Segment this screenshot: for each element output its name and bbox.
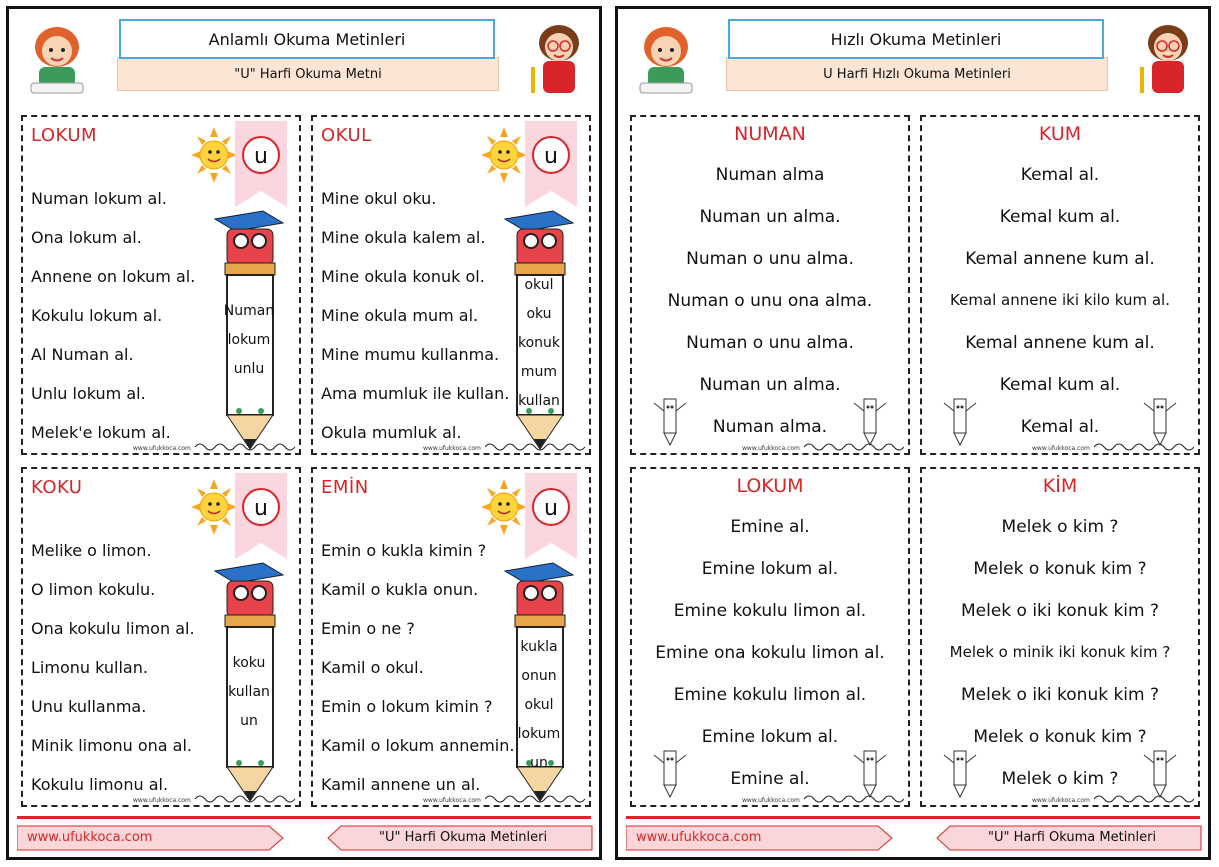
reading-line: Unlu lokum al.	[31, 384, 146, 403]
reading-girl-illustration	[626, 17, 704, 101]
reading-line: Kemal kum al.	[999, 207, 1121, 227]
reading-line: Numan o unu ona alma.	[667, 291, 873, 311]
pencil-girl-illustration	[1128, 17, 1206, 101]
sun-icon	[191, 127, 237, 183]
speed-card-lokum	[630, 467, 910, 807]
reading-card-lokum	[21, 115, 301, 455]
pencil-word: lokum	[227, 332, 271, 348]
reading-line: Mine mumu kullanma.	[321, 345, 500, 364]
reading-line: Melek o konuk kim ?	[973, 727, 1147, 747]
pencil-doodle-icon	[942, 747, 978, 799]
reading-line: Melek o konuk kim ?	[973, 559, 1147, 579]
pencil-word: kullan	[518, 393, 560, 409]
reading-line: Kemal al.	[1020, 165, 1100, 185]
reading-card-emin	[311, 467, 591, 807]
footer-label: "U" Harfi Okuma Metinleri	[988, 830, 1157, 845]
banner-letter: u	[544, 496, 558, 521]
reading-line: Kamil o kukla onun.	[321, 580, 479, 599]
reading-lines	[321, 541, 521, 807]
reading-line: Mine okula kalem al.	[321, 228, 486, 247]
speed-card-kum	[920, 115, 1200, 455]
reading-line: Numan alma.	[712, 417, 828, 437]
reading-line: Melek o kim ?	[1001, 517, 1119, 537]
pencil-word: okul	[524, 277, 554, 293]
reading-line: Numan o unu alma.	[686, 249, 854, 269]
card-footer-url: www.ufukkoca.com	[742, 797, 800, 804]
worksheet-page-right	[615, 6, 1211, 860]
reading-line: Numan alma	[715, 165, 825, 185]
reading-line: Al Numan al.	[31, 345, 134, 364]
wave-decoration	[195, 791, 295, 803]
reading-line: Ama mumluk ile kullan.	[321, 384, 510, 403]
pencil-word-list	[511, 277, 567, 422]
reading-line: Numan un alma.	[699, 375, 841, 395]
pencil-word: mum	[520, 364, 558, 380]
footer-label: "U" Harfi Okuma Metinleri	[379, 830, 548, 845]
footer-label-banner	[327, 825, 593, 851]
reading-line: Emine kokulu limon al.	[673, 601, 867, 621]
letter-banner	[525, 473, 577, 559]
pencil-word: kukla	[520, 639, 558, 655]
footer-divider	[626, 816, 1200, 819]
page-title: Hızlı Okuma Metinleri	[728, 19, 1104, 59]
reading-line: Mine okul oku.	[321, 189, 437, 208]
pencil-word: Numan	[223, 303, 275, 319]
footer-divider	[17, 816, 591, 819]
reading-line: Kemal annene kum al.	[965, 333, 1155, 353]
card-title: LOKUM	[31, 125, 98, 146]
banner-letter: u	[544, 144, 558, 169]
reading-line: Emine al.	[730, 517, 810, 537]
reading-line: Emin o ne ?	[321, 619, 415, 638]
reading-line: Emine lokum al.	[701, 559, 839, 579]
reading-line: Melek o iki konuk kim ?	[960, 685, 1160, 705]
speed-card-numan	[630, 115, 910, 455]
card-title: OKUL	[321, 125, 372, 146]
wave-decoration	[485, 439, 585, 451]
reading-line: Limonu kullan.	[31, 658, 148, 677]
reading-line: Kokulu lokum al.	[31, 306, 163, 325]
reading-card-okul	[311, 115, 591, 455]
pencil-word: koku	[232, 655, 266, 671]
speed-card-kim	[920, 467, 1200, 807]
reading-line: Kemal kum al.	[999, 375, 1121, 395]
card-title: KİM	[1042, 475, 1078, 497]
pencil-word-list	[221, 303, 277, 390]
reading-line: Melike o limon.	[31, 541, 152, 560]
reading-line: Emin o lokum kimin ?	[321, 697, 493, 716]
page-subtitle: "U" Harfi Okuma Metni	[117, 57, 499, 91]
reading-line: Melek o kim ?	[1001, 769, 1119, 789]
card-footer-url: www.ufukkoca.com	[133, 797, 191, 804]
pencil-word: un	[530, 755, 548, 771]
reading-line: Melek o iki konuk kim ?	[960, 601, 1160, 621]
reading-line: Numan lokum al.	[31, 189, 167, 208]
pencil-girl-illustration	[519, 17, 597, 101]
pencil-doodle-icon	[942, 395, 978, 447]
reading-line: Numan un alma.	[699, 207, 841, 227]
worksheet-page-left	[6, 6, 602, 860]
wave-decoration	[1094, 791, 1194, 803]
footer-url: www.ufukkoca.com	[27, 830, 153, 845]
reading-line: Kemal annene iki kilo kum al.	[950, 291, 1170, 309]
card-footer-url: www.ufukkoca.com	[742, 445, 800, 452]
card-footer-url: www.ufukkoca.com	[1032, 797, 1090, 804]
sun-icon	[481, 479, 527, 535]
reading-card-koku	[21, 467, 301, 807]
sun-icon	[481, 127, 527, 183]
pencil-word: unlu	[233, 361, 265, 377]
wave-decoration	[485, 791, 585, 803]
pencil-word: oku	[526, 306, 552, 322]
reading-line: Emine lokum al.	[701, 727, 839, 747]
card-title: KOKU	[31, 477, 83, 498]
wave-decoration	[804, 791, 904, 803]
pencil-word-list	[511, 639, 567, 784]
footer-url-banner	[17, 825, 285, 851]
reading-line: Kemal annene kum al.	[965, 249, 1155, 269]
card-title: KUM	[1038, 123, 1082, 145]
reading-line: Kamil annene un al.	[321, 775, 481, 794]
page-subtitle: U Harfi Hızlı Okuma Metinleri	[726, 57, 1108, 91]
reading-line: Ona lokum al.	[31, 228, 142, 247]
card-title: NUMAN	[734, 123, 806, 145]
reading-line: Kamil o okul.	[321, 658, 424, 677]
reading-line: Emine kokulu limon al.	[673, 685, 867, 705]
footer-url-banner	[626, 825, 894, 851]
reading-line: Emine al.	[730, 769, 810, 789]
reading-line: Emin o kukla kimin ?	[321, 541, 487, 560]
pencil-word: lokum	[517, 726, 561, 742]
card-footer-url: www.ufukkoca.com	[423, 797, 481, 804]
reading-line: Okula mumluk al.	[321, 423, 462, 442]
pencil-word: un	[240, 713, 258, 729]
reading-line: Unu kullanma.	[31, 697, 147, 716]
pencil-word: kullan	[228, 684, 270, 700]
pencil-word: okul	[524, 697, 554, 713]
reading-line: Mine okula mum al.	[321, 306, 479, 325]
card-footer-url: www.ufukkoca.com	[423, 445, 481, 452]
reading-line: Kemal al.	[1020, 417, 1100, 437]
pencil-doodle-icon	[652, 395, 688, 447]
reading-line: Kokulu limonu al.	[31, 775, 169, 794]
footer-url: www.ufukkoca.com	[636, 830, 762, 845]
reading-girl-illustration	[17, 17, 95, 101]
wave-decoration	[1094, 439, 1194, 451]
reading-line: Ona kokulu limon al.	[31, 619, 195, 638]
banner-letter: u	[254, 496, 268, 521]
wave-decoration	[195, 439, 295, 451]
reading-line: Emine ona kokulu limon al.	[655, 643, 885, 663]
reading-line: O limon kokulu.	[31, 580, 156, 599]
reading-line: Melek o minik iki konuk kim ?	[949, 643, 1171, 661]
footer-label-banner	[936, 825, 1202, 851]
reading-lines	[31, 189, 231, 455]
reading-line: Minik limonu ona al.	[31, 736, 192, 755]
reading-line: Mine okula konuk ol.	[321, 267, 485, 286]
letter-banner	[235, 121, 287, 207]
reading-lines	[31, 541, 231, 807]
pencil-word-list	[221, 655, 277, 742]
sun-icon	[191, 479, 237, 535]
pencil-doodle-icon	[652, 747, 688, 799]
letter-banner	[235, 473, 287, 559]
reading-lines	[321, 189, 521, 455]
reading-line: Melek'e lokum al.	[31, 423, 171, 442]
reading-line: Kamil o lokum annemin.	[321, 736, 515, 755]
letter-banner	[525, 121, 577, 207]
page-title: Anlamlı Okuma Metinleri	[119, 19, 495, 59]
pencil-word: onun	[521, 668, 557, 684]
card-footer-url: www.ufukkoca.com	[133, 445, 191, 452]
card-title: LOKUM	[736, 475, 804, 497]
card-title: EMİN	[321, 477, 369, 498]
pencil-word: konuk	[517, 335, 561, 351]
banner-letter: u	[254, 144, 268, 169]
wave-decoration	[804, 439, 904, 451]
reading-line: Annene on lokum al.	[31, 267, 196, 286]
card-footer-url: www.ufukkoca.com	[1032, 445, 1090, 452]
reading-line: Numan o unu alma.	[686, 333, 854, 353]
